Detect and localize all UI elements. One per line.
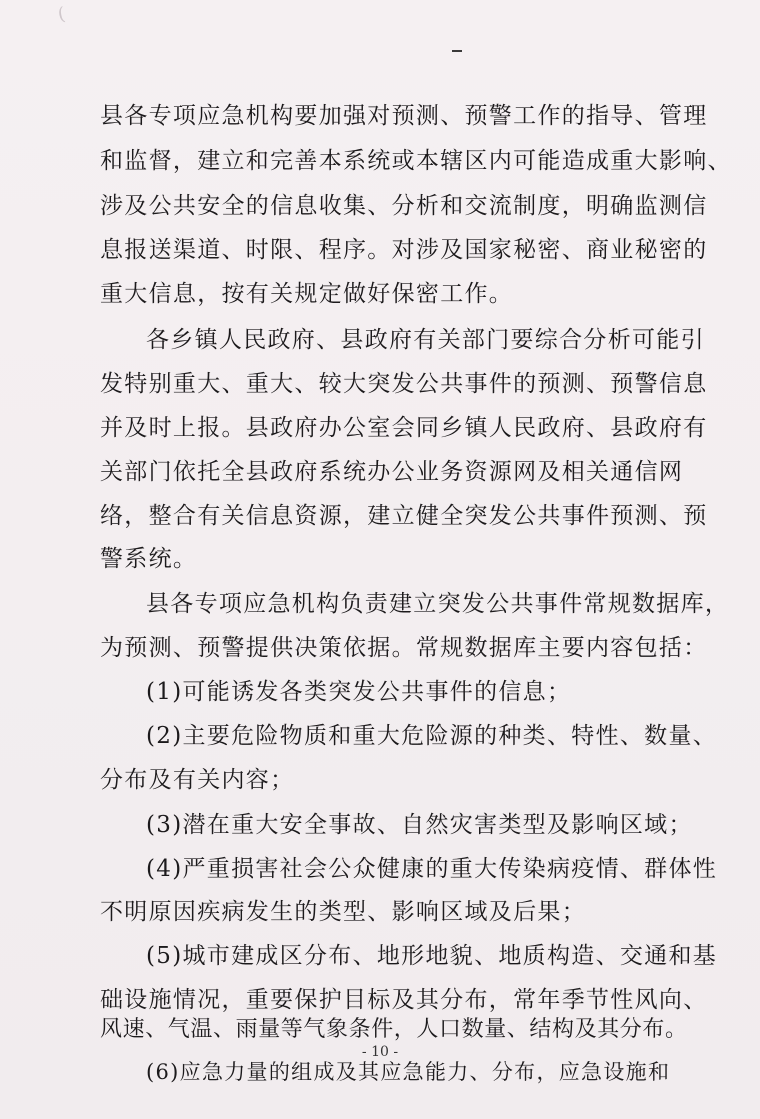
corner-mark: ( bbox=[56, 3, 67, 26]
text-line: 警系统。 bbox=[100, 546, 198, 572]
list-item: (2)主要危险物质和重大危险源的种类、特性、数量、 bbox=[146, 723, 718, 749]
text-line: 础设施情况，重要保护目标及其分布，常年季节性风向、 bbox=[100, 987, 708, 1013]
text-line: 各乡镇人民政府、县政府有关部门要综合分析可能引 bbox=[146, 327, 705, 353]
list-item: (6)应急力量的组成及其应急能力、分布，应急设施和 bbox=[146, 1060, 671, 1084]
text-line: 为预测、预警提供决策依据。常规数据库主要内容包括： bbox=[100, 635, 708, 661]
text-line: 重大信息，按有关规定做好保密工作。 bbox=[100, 281, 514, 307]
text-line: 息报送渠道、时限、程序。对涉及国家秘密、商业秘密的 bbox=[100, 237, 708, 263]
top-dash bbox=[452, 50, 462, 52]
text-line: 不明原因疾病发生的类型、影响区域及后果； bbox=[100, 899, 586, 925]
text-line: 和监督，建立和完善本系统或本辖区内可能造成重大影响、 bbox=[100, 148, 732, 174]
text-line: 络，整合有关信息资源，建立健全突发公共事件预测、预 bbox=[100, 503, 708, 529]
text-line: 并及时上报。县政府办公室会同乡镇人民政府、县政府有 bbox=[100, 415, 708, 441]
text-line: 涉及公共安全的信息收集、分析和交流制度，明确监测信 bbox=[100, 193, 708, 219]
list-item: (1)可能诱发各类突发公共事件的信息； bbox=[146, 679, 572, 705]
list-item: (5)城市建成区分布、地形地貌、地质构造、交通和基 bbox=[146, 943, 718, 969]
page-number: - 10 - bbox=[361, 1044, 399, 1060]
text-line: 县各专项应急机构要加强对预测、预警工作的指导、管理 bbox=[100, 103, 708, 129]
text-line: 关部门依托全县政府系统办公业务资源网及相关通信网 bbox=[100, 459, 684, 485]
text-line: 风速、气温、雨量等气象条件，人口数量、结构及其分布。 bbox=[100, 1017, 688, 1042]
text-line: 发特别重大、重大、较大突发公共事件的预测、预警信息 bbox=[100, 371, 708, 397]
list-item: (4)严重损害社会公众健康的重大传染病疫情、群体性 bbox=[146, 856, 718, 882]
text-line: 县各专项应急机构负责建立突发公共事件常规数据库， bbox=[146, 591, 730, 617]
list-item: (3)潜在重大安全事故、自然灾害类型及影响区域； bbox=[146, 812, 693, 838]
text-line: 分布及有关内容； bbox=[100, 767, 295, 793]
